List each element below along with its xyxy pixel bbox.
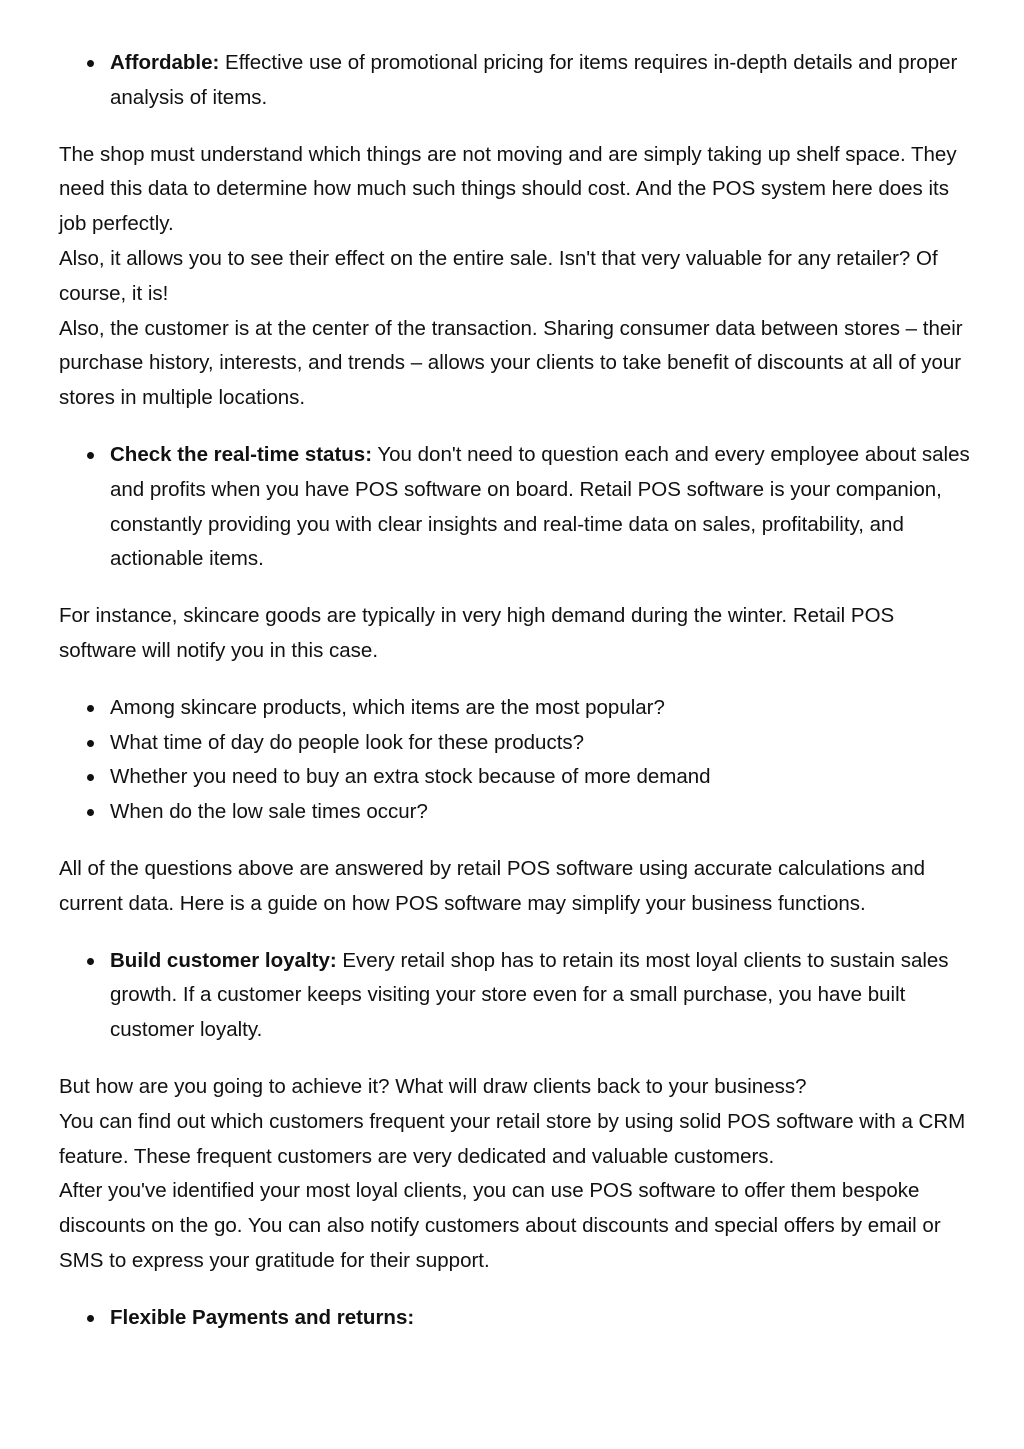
paragraph: Also, it allows you to see their effect on the entire sale. Isn't that very valuable for any retailer? Of course, it is! [59, 246, 938, 305]
paragraph: You can find out which customers frequent your retail store by using solid POS software with a CRM feature. These frequent customers are very dedicated and valuable customers. [59, 1109, 966, 1168]
bullet-text: Effective use of promotional pricing for items requires in-depth details and proper analysis of items. [110, 51, 958, 109]
list-item [59, 944, 971, 1048]
list-item: What time of day do people look for these products? [59, 726, 971, 761]
paragraph: For instance, skincare goods are typically in very high demand during the winter. Retail POS software will notify you in this case. [59, 604, 895, 662]
list-item: Whether you need to buy an extra stock because of more demand [59, 760, 971, 795]
bullet-heading: Check the real-time status: [110, 442, 373, 466]
paragraph: The shop must understand which things are not moving and are simply taking up shelf space. They need this data to determine how much such things should cost. And the POS system here does its job perfectly. [59, 142, 957, 236]
list-item [59, 438, 971, 577]
bullet-text: You don't need to question each and every employee about sales and profits when you have POS software on board. Retail POS software is your companion, constantly providing you with clear insights and real-time data on sales, profitability, and actionable items. [110, 442, 970, 571]
document-page [59, 46, 971, 1336]
affordable-list [59, 46, 971, 116]
bullet-heading: Affordable: [110, 51, 220, 74]
paragraph: Also, the customer is at the center of the transaction. Sharing consumer data between stores – their purchase history, interests, and trends – allows your clients to take benefit of discounts at all of your stores in multiple locations. [59, 316, 963, 410]
paragraph: After you've identified your most loyal clients, you can use POS software to offer them bespoke discounts on the go. You can also notify customers about discounts and special offers by email or SMS to express your gratitude for their support. [59, 1179, 941, 1272]
bullet-heading: Build customer loyalty: [110, 948, 337, 972]
list-item [59, 46, 971, 116]
payments-list [59, 1301, 971, 1336]
list-item: Among skincare products, which items are the most popular? [59, 691, 971, 726]
questions-list [59, 691, 971, 830]
paragraph: All of the questions above are answered by retail POS software using accurate calculations and current data. Here is a guide on how POS software may simplify your business functions. [59, 856, 926, 915]
paragraph: But how are you going to achieve it? What will draw clients back to your business? [59, 1074, 807, 1098]
bullet-heading: Flexible Payments and returns: [110, 1305, 415, 1329]
loyalty-list [59, 944, 971, 1048]
bullet-text: Every retail shop has to retain its most loyal clients to sustain sales growth. If a customer keeps visiting your store even for a small purchase, you have built customer loyalty. [110, 948, 949, 1042]
list-item [59, 1301, 971, 1336]
list-item: When do the low sale times occur? [59, 795, 971, 830]
realtime-list [59, 438, 971, 577]
